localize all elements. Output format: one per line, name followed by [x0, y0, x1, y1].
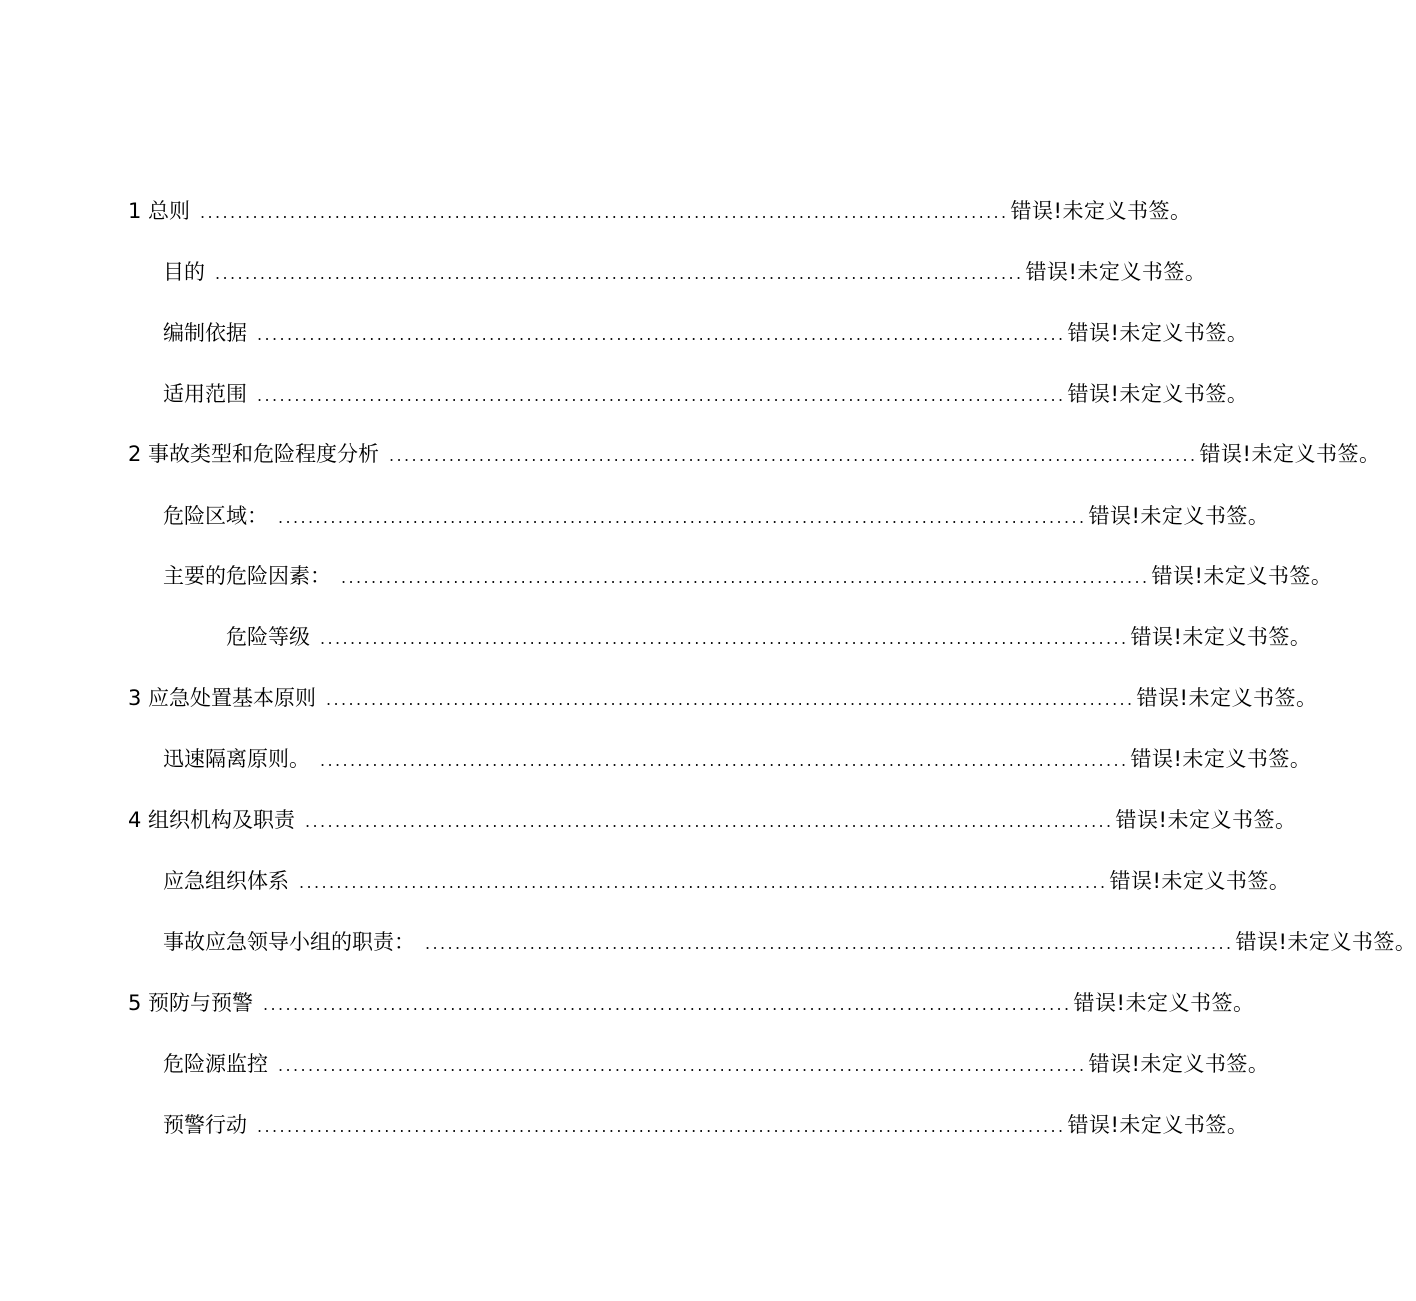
toc-entry-page: 错误!未定义书签。	[1025, 260, 1207, 284]
toc-entry-title: 危险等级	[226, 625, 310, 649]
toc-entry-title: 应急组织体系	[163, 869, 289, 893]
toc-entry-title: 1 总则	[128, 199, 191, 223]
toc-entry-page: 错误!未定义书签。	[1010, 199, 1192, 223]
toc-dot-leader: ............................................................................................................	[341, 568, 1150, 587]
toc-dot-leader: ............................................................................................................	[305, 812, 1114, 831]
toc-dot-leader: ............................................................................................................	[389, 446, 1198, 465]
toc-entry-page: 错误!未定义书签。	[1151, 564, 1333, 588]
toc-entry-page: 错误!未定义书签。	[1088, 1052, 1270, 1076]
toc-dot-leader: ............................................................................................................	[278, 1056, 1087, 1075]
toc-dot-leader: ............................................................................................................	[320, 751, 1129, 770]
toc-entry[interactable]	[128, 803, 1297, 837]
toc-entry[interactable]	[163, 499, 1270, 533]
toc-dot-leader: ............................................................................................................	[257, 386, 1066, 405]
toc-entry-page: 错误!未定义书签。	[1235, 930, 1416, 954]
toc-dot-leader: ............................................................................................................	[299, 873, 1108, 892]
toc-entry-page: 错误!未定义书签。	[1109, 869, 1291, 893]
toc-entry-title: 5 预防与预警	[128, 991, 254, 1015]
toc-entry[interactable]	[128, 681, 1318, 715]
toc-entry-title: 目的	[163, 260, 205, 284]
toc-entry-page: 错误!未定义书签。	[1199, 442, 1381, 466]
toc-entry-page: 错误!未定义书签。	[1067, 1113, 1249, 1137]
toc-entry-page: 错误!未定义书签。	[1115, 808, 1297, 832]
toc-entry-title: 事故应急领导小组的职责：	[163, 930, 415, 954]
toc-dot-leader: ............................................................................................................	[320, 629, 1129, 648]
toc-entry[interactable]	[163, 864, 1291, 898]
toc-entry[interactable]	[163, 742, 1312, 776]
toc-entry[interactable]	[163, 316, 1249, 350]
toc-entry-page: 错误!未定义书签。	[1067, 382, 1249, 406]
toc-dot-leader: ............................................................................................................	[263, 995, 1072, 1014]
toc-entry-page: 错误!未定义书签。	[1136, 686, 1318, 710]
toc-entry-title: 危险源监控	[163, 1052, 268, 1076]
toc-entry[interactable]	[128, 986, 1255, 1020]
toc-dot-leader: ............................................................................................................	[200, 203, 1009, 222]
toc-entry-title: 编制依据	[163, 321, 247, 345]
toc-dot-leader: ............................................................................................................	[257, 325, 1066, 344]
toc-entry-title: 迅速隔离原则。	[163, 747, 310, 771]
toc-entry-page: 错误!未定义书签。	[1130, 625, 1312, 649]
toc-entry[interactable]	[128, 437, 1381, 471]
toc-entry-title: 主要的危险因素：	[163, 564, 331, 588]
toc-entry-title: 危险区域：	[163, 504, 268, 528]
toc-entry-page: 错误!未定义书签。	[1073, 991, 1255, 1015]
toc-entry[interactable]	[163, 925, 1416, 959]
toc-entry[interactable]	[163, 1108, 1249, 1142]
toc-entry[interactable]	[128, 194, 1192, 228]
toc-entry[interactable]	[163, 1047, 1270, 1081]
toc-entry-page: 错误!未定义书签。	[1130, 747, 1312, 771]
toc-entry-title: 3 应急处置基本原则	[128, 686, 317, 710]
toc-entry-page: 错误!未定义书签。	[1088, 504, 1270, 528]
toc-dot-leader: ............................................................................................................	[215, 264, 1024, 283]
toc-dot-leader: ............................................................................................................	[257, 1117, 1066, 1136]
toc-entry[interactable]	[163, 377, 1249, 411]
toc-dot-leader: ............................................................................................................	[278, 508, 1087, 527]
toc-dot-leader: ............................................................................................................	[425, 934, 1234, 953]
toc-dot-leader: ............................................................................................................	[326, 690, 1135, 709]
toc-entry-page: 错误!未定义书签。	[1067, 321, 1249, 345]
toc-entry[interactable]	[163, 255, 1207, 289]
toc-entry[interactable]	[226, 620, 1312, 654]
toc-entry-title: 2 事故类型和危险程度分析	[128, 442, 380, 466]
toc-entry[interactable]	[163, 559, 1333, 593]
toc-entry-title: 4 组织机构及职责	[128, 808, 296, 832]
toc-entry-title: 适用范围	[163, 382, 247, 406]
toc-entry-title: 预警行动	[163, 1113, 247, 1137]
